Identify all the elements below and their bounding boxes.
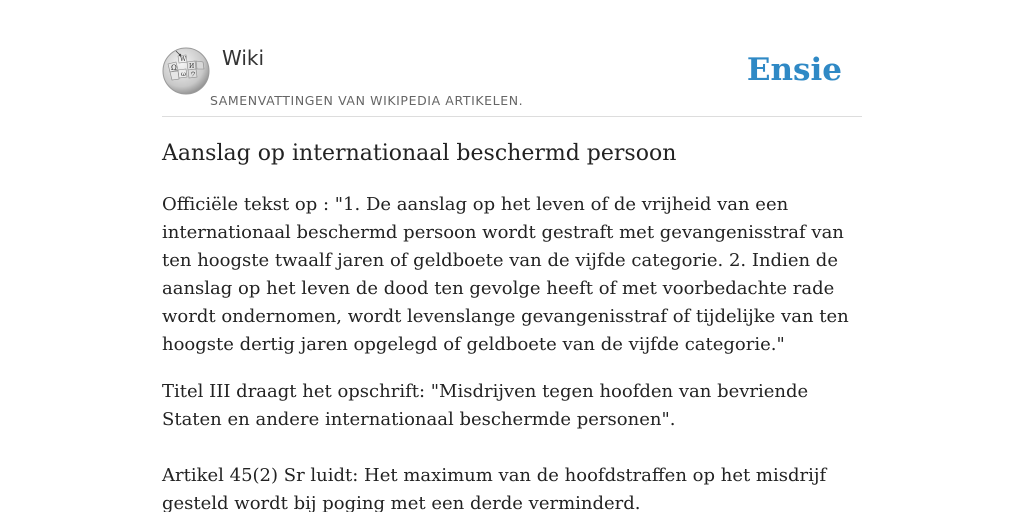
svg-text:И: И [189, 63, 195, 70]
article-title: Aanslag op internationaal beschermd persoon [162, 141, 677, 166]
site-tagline: SAMENVATTINGEN VAN WIKIPEDIA ARTIKELEN. [210, 93, 524, 108]
article-paragraph: Officiële tekst op : "1. De aanslag op het leven of de vrijheid van een internationaal beschermd persoon wordt gestraft met gevangenisstraf van ten hoogste twaalf jaren of geldboete van de vijfde categorie. 2. Indien de aanslag op het leven de dood ten gevolge heeft of met voorbedachte rade wordt ondernomen, wordt levenslange gevangenisstraf of tijdelijke van ten hoogste dertig jaren opgelegd of geldboete van de vijfde categorie." [162, 194, 849, 355]
article-paragraph: Titel III draagt het opschrift: "Misdrijven tegen hoofden van bevriende Staten en andere internationaal beschermde personen". [162, 381, 809, 430]
svg-text:Ω: Ω [171, 64, 177, 72]
site-header [162, 0, 862, 117]
svg-text:ウ: ウ [190, 71, 197, 78]
wikipedia-globe-icon[interactable] [162, 47, 210, 95]
svg-text:ω: ω [181, 71, 186, 78]
article-paragraph: Artikel 45(2) Sr luidt: Het maximum van de hoofdstraffen op het misdrijf gesteld wordt bij poging met een derde verminderd. [162, 465, 827, 512]
svg-text:W: W [180, 56, 187, 63]
site-name[interactable]: Wiki [222, 46, 265, 70]
article-content [162, 138, 864, 512]
ensie-brand-logo[interactable]: Ensie [746, 52, 842, 88]
